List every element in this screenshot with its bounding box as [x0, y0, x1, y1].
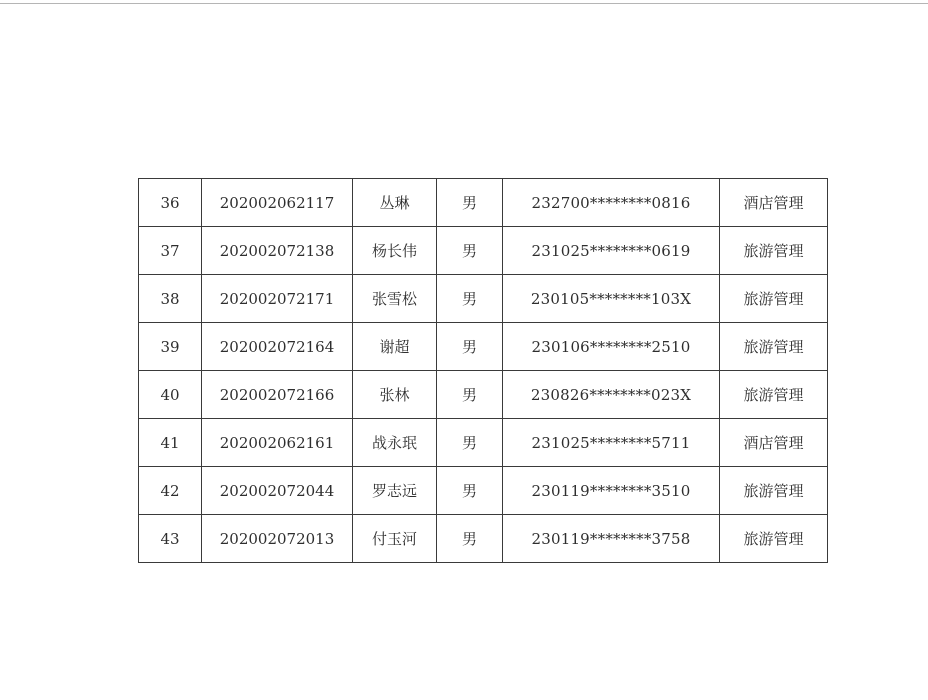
- cell-name: 谢超: [353, 323, 437, 371]
- cell-id-number: 230119********3758: [503, 515, 720, 563]
- cell-seq: 38: [139, 275, 202, 323]
- cell-seq: 39: [139, 323, 202, 371]
- roster-table-body: [139, 179, 828, 563]
- cell-student-id: 202002072044: [202, 467, 353, 515]
- cell-student-id: 202002062117: [202, 179, 353, 227]
- table-row: [139, 515, 828, 563]
- cell-name: 丛琳: [353, 179, 437, 227]
- cell-id-number: 231025********5711: [503, 419, 720, 467]
- cell-major: 旅游管理: [720, 275, 828, 323]
- cell-id-number: 230826********023X: [503, 371, 720, 419]
- table-row: [139, 179, 828, 227]
- cell-student-id: 202002072138: [202, 227, 353, 275]
- cell-id-number: 230105********103X: [503, 275, 720, 323]
- cell-major: 旅游管理: [720, 227, 828, 275]
- cell-major: 旅游管理: [720, 323, 828, 371]
- cell-name: 杨长伟: [353, 227, 437, 275]
- cell-major: 酒店管理: [720, 179, 828, 227]
- cell-student-id: 202002072164: [202, 323, 353, 371]
- cell-major: 酒店管理: [720, 419, 828, 467]
- cell-name: 张林: [353, 371, 437, 419]
- cell-major: 旅游管理: [720, 371, 828, 419]
- cell-student-id: 202002072171: [202, 275, 353, 323]
- cell-student-id: 202002072166: [202, 371, 353, 419]
- cell-name: 付玉河: [353, 515, 437, 563]
- cell-gender: 男: [437, 371, 503, 419]
- cell-gender: 男: [437, 419, 503, 467]
- cell-major: 旅游管理: [720, 515, 828, 563]
- cell-gender: 男: [437, 275, 503, 323]
- cell-seq: 42: [139, 467, 202, 515]
- cell-seq: 41: [139, 419, 202, 467]
- cell-seq: 40: [139, 371, 202, 419]
- cell-id-number: 230119********3510: [503, 467, 720, 515]
- cell-name: 张雪松: [353, 275, 437, 323]
- cell-seq: 43: [139, 515, 202, 563]
- table-row: [139, 419, 828, 467]
- student-roster-table: [138, 178, 828, 563]
- cell-id-number: 231025********0619: [503, 227, 720, 275]
- cell-gender: 男: [437, 179, 503, 227]
- scan-top-edge: [0, 3, 928, 4]
- table-row: [139, 371, 828, 419]
- cell-gender: 男: [437, 323, 503, 371]
- cell-seq: 36: [139, 179, 202, 227]
- cell-name: 罗志远: [353, 467, 437, 515]
- table-row: [139, 275, 828, 323]
- cell-student-id: 202002062161: [202, 419, 353, 467]
- cell-student-id: 202002072013: [202, 515, 353, 563]
- table-row: [139, 227, 828, 275]
- cell-name: 战永珉: [353, 419, 437, 467]
- cell-major: 旅游管理: [720, 467, 828, 515]
- cell-gender: 男: [437, 515, 503, 563]
- cell-seq: 37: [139, 227, 202, 275]
- cell-gender: 男: [437, 227, 503, 275]
- cell-id-number: 232700********0816: [503, 179, 720, 227]
- table-row: [139, 467, 828, 515]
- cell-gender: 男: [437, 467, 503, 515]
- table-row: [139, 323, 828, 371]
- cell-id-number: 230106********2510: [503, 323, 720, 371]
